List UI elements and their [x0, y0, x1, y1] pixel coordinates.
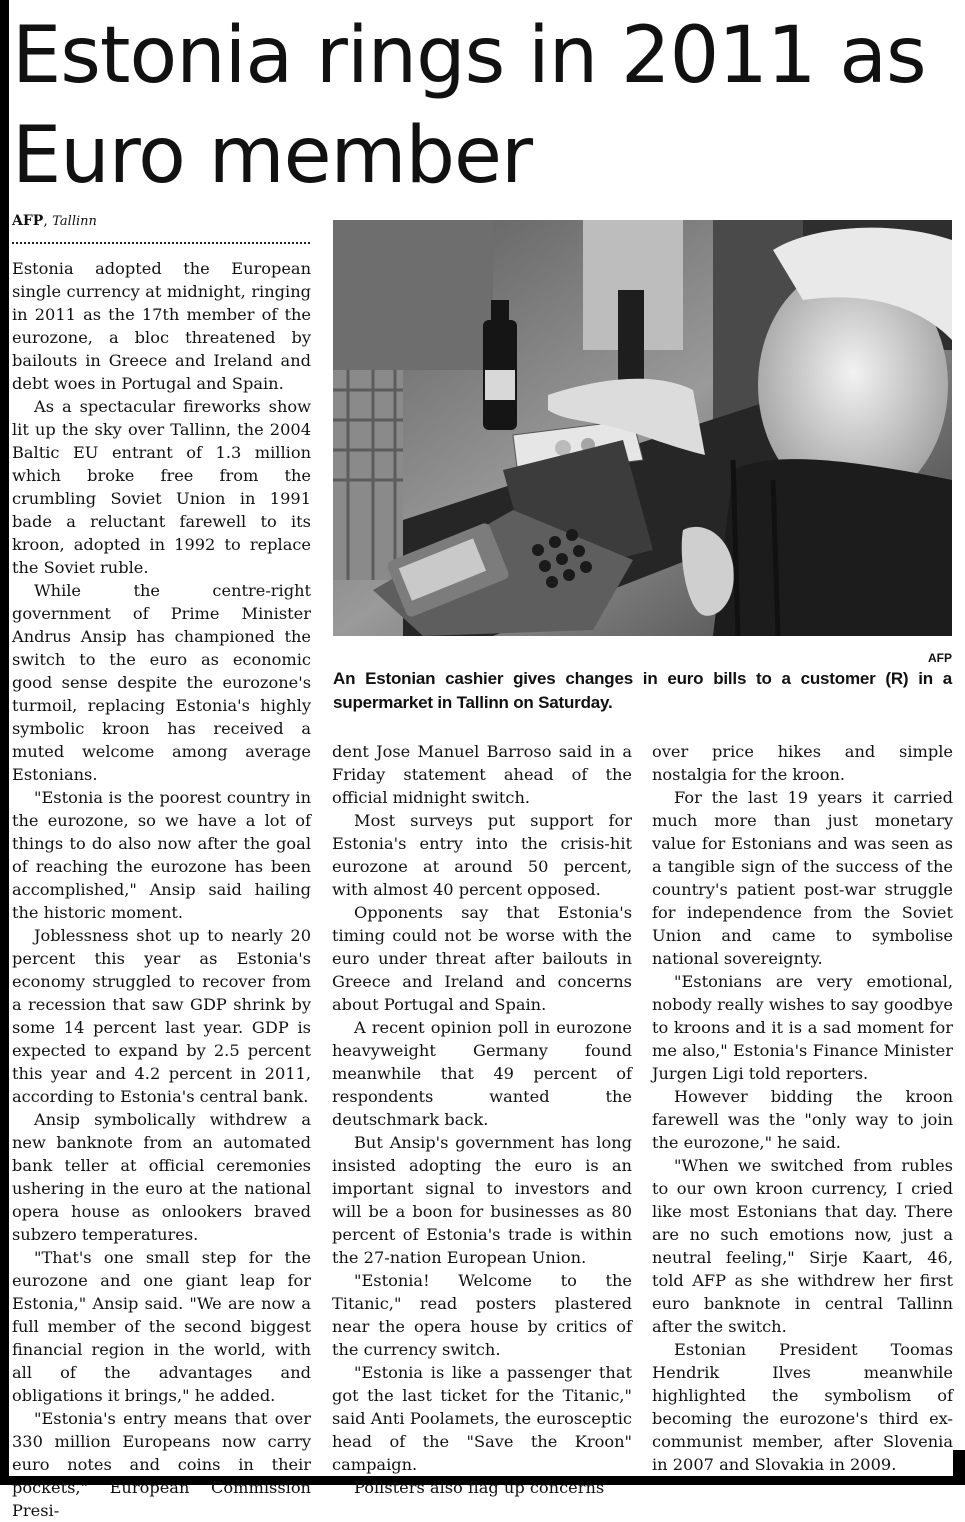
paragraph: Estonian President Toomas Hendrik Ilves meanwhile highlighted the symbolism of becoming the eurozone's third ex-communist member, after Slovenia in 2007 and Slovakia in 2009.: [652, 1340, 953, 1474]
paragraph: A recent opinion poll in eurozone heavyweight Germany found meanwhile that 49 percent of respondents wanted the deutschmark back.: [332, 1018, 632, 1129]
paragraph: "Estonia is like a passenger that got the last ticket for the Titanic," said Anti Poolamets, the eurosceptic head of the "Save the Kroon" campaign.: [332, 1363, 632, 1474]
paragraph: Ansip symbolically withdrew a new banknote from an automated bank teller at official ceremonies ushering in the euro at the national opera house as onlookers braved subzero temperatures.: [12, 1110, 311, 1244]
byline-divider: [12, 242, 310, 244]
photo-caption: An Estonian cashier gives changes in euro bills to a customer (R) in a supermarket in Tallinn on Saturday.: [333, 669, 952, 712]
article-column-3: [652, 740, 953, 1476]
article-headline: Estonia rings in 2011 as Euro member: [12, 11, 926, 201]
paragraph: Estonia adopted the European single currency at midnight, ringing in 2011 as the 17th member of the eurozone, a bloc threatened by bailouts in Greece and Ireland and debt woes in Portugal and Spain.: [12, 259, 311, 393]
article-photo: [333, 220, 952, 636]
paragraph: Opponents say that Estonia's timing could not be worse with the euro under threat after bailouts in Greece and Ireland and concerns about Portugal and Spain.: [332, 903, 632, 1014]
article-column-2: [332, 740, 632, 1499]
paragraph: Most surveys put support for Estonia's entry into the crisis-hit eurozone at around 50 percent, with almost 40 percent opposed.: [332, 811, 632, 899]
paragraph: "Estonians are very emotional, nobody really wishes to say goodbye to kroons and it is a sad moment for me also," Estonia's Finance Minister Jurgen Ligi told reporters.: [652, 972, 953, 1083]
page-border-left: [0, 0, 9, 1485]
paragraph: While the centre-right government of Prime Minister Andrus Ansip has championed the switch to the euro as economic good sense despite the eurozone's turmoil, replacing Estonia's highly symbolic kroon has received a muted welcome among average Estonians.: [12, 581, 311, 784]
paragraph: "When we switched from rubles to our own kroon currency, I cried like most Estonians that day. There are no such emotions now, just a neutral feeling," Sirje Kaart, 46, told AFP as she withdrew her first euro banknote in central Tallinn after the switch.: [652, 1156, 953, 1336]
photo-cashier-scene: [333, 220, 952, 636]
paragraph: Pollsters also flag up concerns: [354, 1478, 605, 1497]
paragraph: over price hikes and simple nostalgia for the kroon.: [652, 742, 953, 784]
byline-city: Tallinn: [52, 214, 97, 229]
page-border-corner: [953, 1450, 965, 1485]
paragraph: As a spectacular fireworks show lit up the sky over Tallinn, the 2004 Baltic EU entrant of 1.3 million which broke free from the crumbling Soviet Union in 1991 bade a reluctant farewell to its kroon, adopted in 1992 to replace the Soviet ruble.: [12, 397, 311, 577]
paragraph: "Estonia is the poorest country in the eurozone, so we have a lot of things to do also now after the goal of reaching the eurozone has been accomplished," Ansip said hailing the historic moment.: [12, 788, 311, 922]
paragraph: dent Jose Manuel Barroso said in a Friday statement ahead of the official midnight switch.: [332, 742, 632, 807]
paragraph: Joblessness shot up to nearly 20 percent this year as Estonia's economy struggled to recover from a recession that saw GDP shrink by some 14 percent last year. GDP is expected to expand by 2.5 percent this year and 4.2 percent in 2011, according to Estonia's central bank.: [12, 926, 311, 1106]
paragraph: For the last 19 years it carried much more than just monetary value for Estonians and was seen as a tangible sign of the success of the country's patient post-war struggle for independence from the Soviet Union and came to symbolise national sovereignty.: [652, 788, 953, 968]
byline: AFP, Tallinn: [12, 213, 97, 229]
paragraph: "Estonia! Welcome to the Titanic," read posters plastered near the opera house by critics of the currency switch.: [332, 1271, 632, 1359]
paragraph: But Ansip's government has long insisted adopting the euro is an important signal to investors and will be a boon for businesses as 80 percent of Estonia's trade is within the 27-nation European Union.: [332, 1133, 632, 1267]
photo-credit: AFP: [928, 651, 952, 665]
paragraph: "Estonia's entry means that over 330 million Europeans now carry euro notes and coins in their pockets," European Commission Presi-: [12, 1409, 311, 1520]
byline-agency: AFP: [12, 213, 44, 229]
article-column-1: [12, 257, 311, 1522]
paragraph: "That's one small step for the eurozone and one giant leap for Estonia," Ansip said. "We are now a full member of the second biggest financial region in the world, with all of the advantages and obligations it brings," he added.: [12, 1248, 311, 1405]
paragraph: However bidding the kroon farewell was the "only way to join the eurozone," he said.: [652, 1087, 953, 1152]
